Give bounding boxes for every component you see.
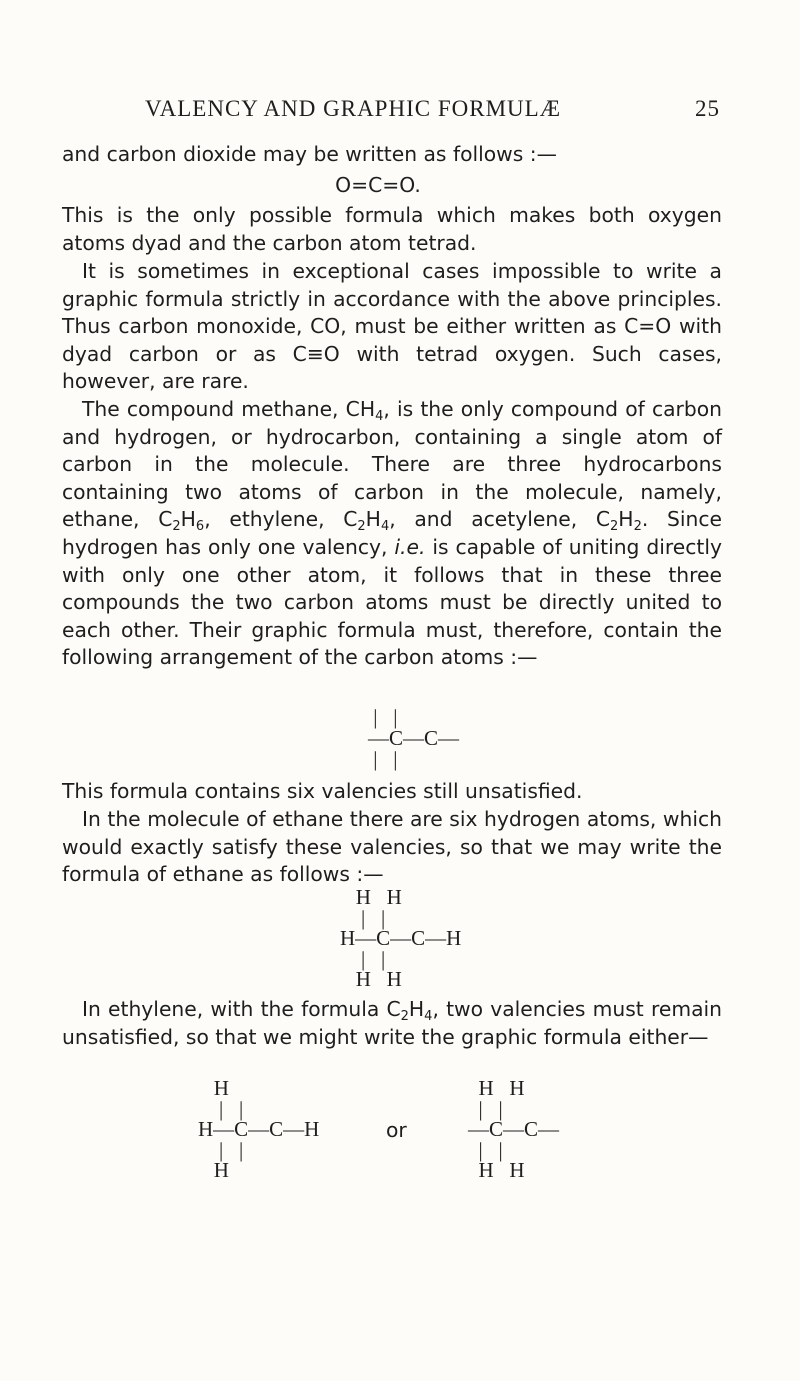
subscript: 2 [633, 519, 642, 535]
paragraph-1: and carbon dioxide may be written as follows :— [62, 142, 557, 166]
subscript: 2 [400, 1009, 409, 1024]
subscript: 4 [380, 519, 390, 535]
text-span: H [618, 507, 634, 532]
text-span: H [365, 507, 381, 532]
subscript: 4 [375, 409, 384, 424]
subscript: 2 [357, 519, 366, 535]
text-span: . Since hydrogen has only one valency, [62, 507, 722, 559]
paragraph-2: This is the only possible formula which makes both oxygen atoms dyad and the carbon atom tetrad. [62, 203, 722, 255]
paragraph-4 [62, 396, 722, 672]
formula-ethylene-option-2: H H | | —C—C— | | H H [468, 1076, 560, 1182]
text-span: , and acetylene, C [389, 507, 611, 532]
text-span: , two valencies must remain unsatisfied, so that we might write the graphic formula either— [62, 997, 722, 1049]
text-span: In ethylene, with the formula C [82, 997, 401, 1021]
running-head-title: VALENCY AND GRAPHIC FORMULÆ [145, 96, 562, 121]
subscript: 6 [195, 519, 205, 535]
text-span: , ethylene, C [204, 507, 358, 532]
formula-carbon-chain: | | —C—C— | | [368, 705, 460, 771]
subscript: 2 [172, 519, 181, 535]
text-span: There are three hydrocarbons containing two atoms of carbon in the molecule, namely, ethane, C [62, 452, 723, 532]
subscript: 2 [610, 519, 619, 535]
subscript: 4 [424, 1009, 433, 1024]
paragraph-7 [62, 996, 722, 1051]
text-span: is capable of uniting directly with only one other atom, it follows that in these three compounds the two carbon atoms must be directly united to each other. Their graphic formula must, therefore, contain the following arrangement of the carbon atoms :— [62, 534, 722, 670]
paragraph-3: It is sometimes in exceptional cases impossible to write a graphic formula strictly in accordance with the above principles. Thus carbon monoxide, CO, must be either written as C=O with dyad carbon or as C≡O with tetrad oxygen. Such cases, however, are rare. [62, 259, 722, 394]
formula-ethane: H H | | H—C—C—H | | H H [340, 885, 462, 991]
or-connector: or [386, 1118, 407, 1142]
paragraph-5: This formula contains six valencies still unsatisfied. [62, 779, 583, 803]
formula-ethylene-option-1: H | | H—C—C—H | | H [198, 1076, 320, 1182]
text-span: The compound methane, CH [82, 397, 376, 421]
formula-carbon-dioxide: O=C=O. [335, 173, 421, 197]
text-span: H [408, 997, 425, 1021]
page-number: 25 [695, 96, 720, 121]
paragraph-6: In the molecule of ethane there are six hydrogen atoms, which would exactly satisfy these valencies, so that we may write the formula of ethane as follows :— [62, 807, 722, 887]
text-span: H [180, 507, 196, 532]
text-span: , is the only compound of carbon and hydrogen, or hydrocarbon, containing a single atom of carbon in the molecule. [62, 397, 722, 477]
text-span-italic: i.e. [394, 534, 426, 559]
